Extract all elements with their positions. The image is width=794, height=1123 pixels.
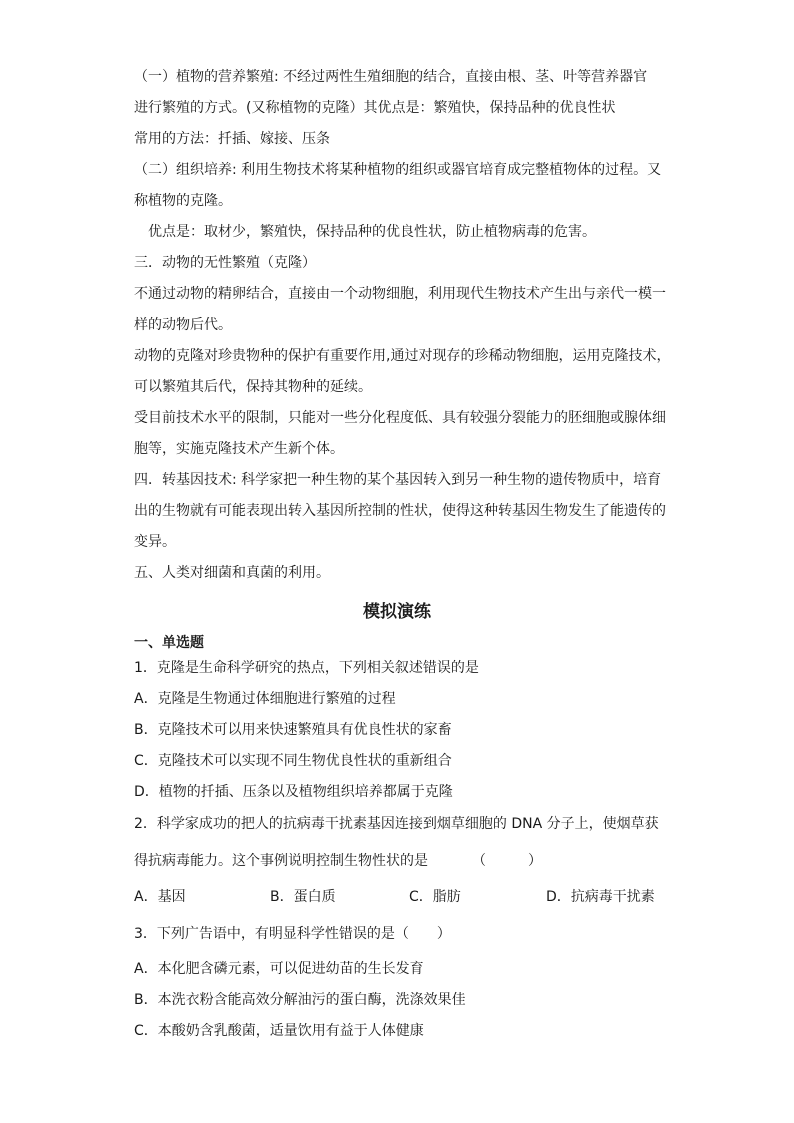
question-2-option-d: D．抗病毒干扰素: [546, 889, 655, 905]
exercise-heading: 模拟演练: [363, 602, 431, 622]
note-paragraph-1-line-2: 进行繁殖的方式。(又称植物的克隆）其优点是：繁殖快，保持品种的优良性状: [134, 100, 616, 116]
question-2-option-c: C．脂肪: [409, 889, 461, 905]
section-label-single-choice: 一、单选题: [134, 635, 204, 651]
question-1-stem: 1．克隆是生命科学研究的热点，下列相关叙述错误的是: [134, 660, 479, 676]
note-paragraph-3-line-6: 胞等，实施克隆技术产生新个体。: [134, 441, 344, 457]
note-paragraph-3-line-3: 动物的克隆对珍贵物种的保护有重要作用,通过对现存的珍稀动物细胞，运用克隆技术，: [134, 348, 671, 364]
question-2-stem-line-2: 得抗病毒能力。这个事例说明控制生物性状的是: [134, 853, 428, 869]
note-paragraph-2-line-2: 称植物的克隆。: [134, 193, 232, 209]
question-2-answer-blank: （ ）: [472, 853, 542, 869]
question-1-option-a: A．克隆是生物通过体细胞进行繁殖的过程: [134, 691, 396, 707]
note-paragraph-4-line-1: 四．转基因技术: 科学家把一种生物的某个基因转入到另一种生物的遗传物质中，培育: [134, 472, 662, 488]
question-3-stem: 3．下列广告语中，有明显科学性错误的是（ ）: [134, 926, 451, 942]
note-paragraph-5-line-1: 五、人类对细菌和真菌的利用。: [134, 565, 330, 581]
note-paragraph-2-line-1: （二）组织培养: 利用生物技术将某种植物的组织或器官培育成完整植物体的过程。又: [134, 162, 662, 178]
note-paragraph-2-line-3: 优点是：取材少，繁殖快，保持品种的优良性状，防止植物病毒的危害。: [148, 224, 596, 240]
question-3-option-a: A．本化肥含磷元素，可以促进幼苗的生长发育: [134, 961, 424, 977]
note-paragraph-3-line-5: 受目前技术水平的限制，只能对一些分化程度低、具有较强分裂能力的胚细胞或腺体细: [134, 410, 666, 426]
note-paragraph-4-line-3: 变异。: [134, 534, 176, 550]
note-paragraph-3-line-1: 不通过动物的精卵结合，直接由一个动物细胞，利用现代生物技术产生出与亲代一模一: [134, 286, 666, 302]
note-paragraph-1-line-3: 常用的方法：扦插、嫁接、压条: [134, 131, 330, 147]
note-paragraph-4-line-2: 出的生物就有可能表现出转入基因所控制的性状，使得这种转基因生物发生了能遗传的: [134, 503, 666, 519]
note-paragraph-3-line-2: 样的动物后代。: [134, 317, 232, 333]
question-3-option-b: B．本洗衣粉含能高效分解油污的蛋白酶，洗涤效果佳: [134, 992, 466, 1008]
question-2-stem-line-1: 2．科学家成功的把人的抗病毒干扰素基因连接到烟草细胞的 DNA 分子上，使烟草获: [134, 816, 659, 832]
question-3-option-c: C．本酸奶含乳酸菌，适量饮用有益于人体健康: [134, 1023, 424, 1039]
question-2-option-a: A．基因: [134, 889, 186, 905]
question-2-option-b: B．蛋白质: [270, 889, 336, 905]
note-section-3-title: 三．动物的无性繁殖（克隆）: [134, 255, 316, 271]
question-1-option-d: D．植物的扦插、压条以及植物组织培养都属于克隆: [134, 784, 453, 800]
question-1-option-b: B．克隆技术可以用来快速繁殖具有优良性状的家畜: [134, 722, 452, 738]
note-paragraph-1-line-1: （一）植物的营养繁殖: 不经过两性生殖细胞的结合，直接由根、茎、叶等营养器官: [134, 69, 648, 85]
note-paragraph-3-line-4: 可以繁殖其后代，保持其物种的延续。: [134, 379, 372, 395]
question-1-option-c: C．克隆技术可以实现不同生物优良性状的重新组合: [134, 753, 452, 769]
